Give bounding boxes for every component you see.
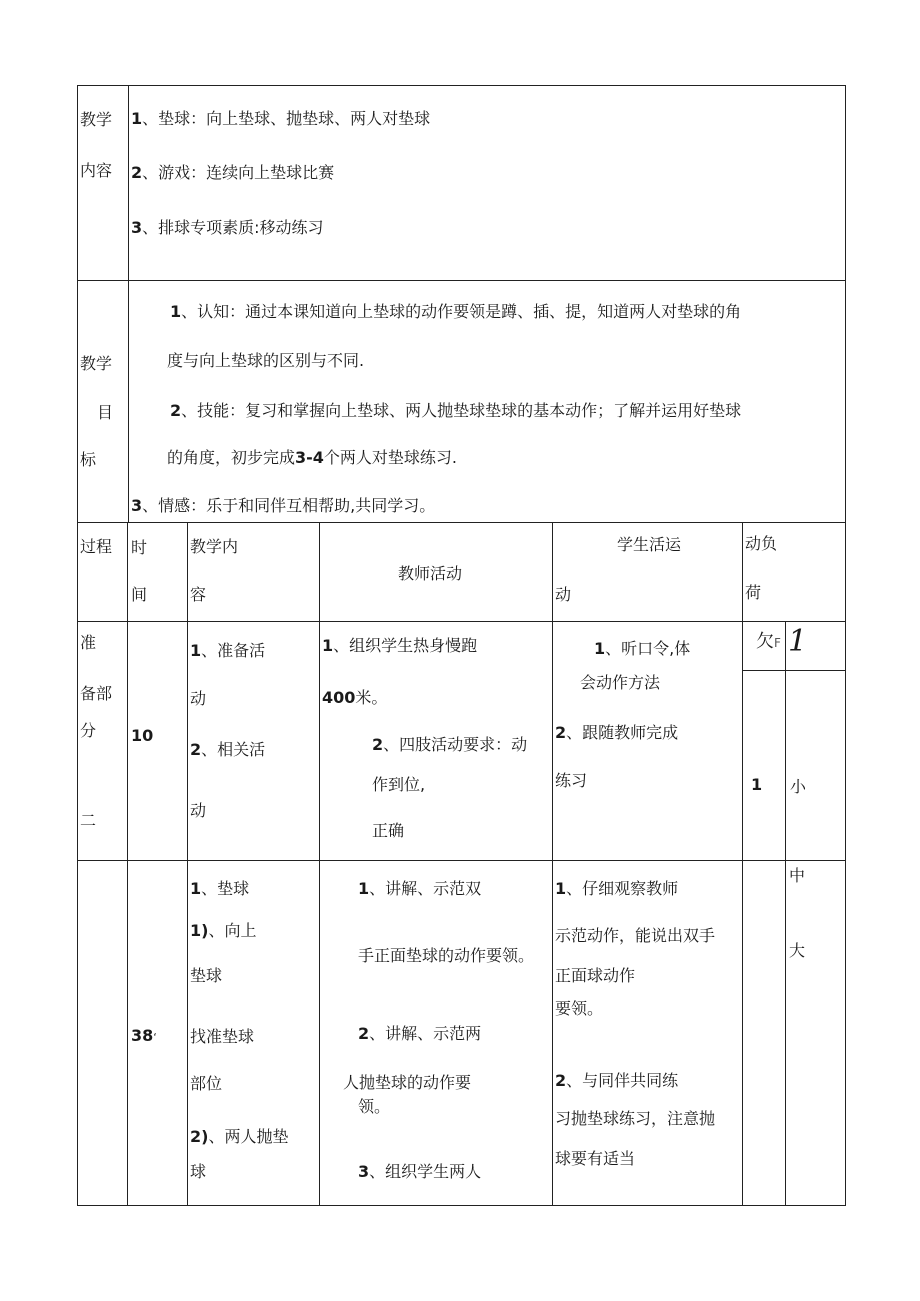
- grid-line: [77, 280, 846, 281]
- header-time-line1: 时: [131, 538, 148, 557]
- grid-line: [742, 522, 743, 1206]
- prep-teacher-line1: 1、组织学生热身慢跑: [322, 636, 478, 655]
- prep-process-line3: 分: [80, 721, 97, 740]
- goal-3: 3、情感：乐于和同伴互相帮助,共同学习。: [131, 496, 436, 515]
- basic-load-line1: 中: [789, 866, 806, 885]
- header-load-line1: 动负: [745, 534, 778, 553]
- prep-content-line2: 动: [190, 689, 207, 708]
- header-student-line2: 动: [555, 585, 572, 604]
- basic-teacher-line4: 人抛垫球的动作要: [343, 1073, 472, 1092]
- basic-student-line1: 1、仔细观察教师: [555, 879, 679, 898]
- prep-process-line2: 备部: [80, 684, 113, 703]
- goal-1-line2: 度与向上垫球的区别与不同.: [167, 351, 365, 370]
- prep-content-line4: 动: [190, 801, 207, 820]
- goals-label-line1: 教学: [80, 354, 113, 373]
- grid-line: [319, 522, 320, 1206]
- basic-student-line4: 要领。: [555, 999, 604, 1018]
- grid-line: [785, 621, 786, 1206]
- header-content-line2: 容: [190, 585, 207, 604]
- header-process: 过程: [80, 537, 113, 556]
- basic-content-line1: 1、垫球: [190, 879, 250, 898]
- prep-load-top-big: 1: [788, 624, 808, 659]
- header-content-line1: 教学内: [190, 537, 239, 556]
- goal-2-line2: 的角度，初步完成3-4个两人对垫球练习.: [167, 448, 458, 467]
- basic-content-line7: 球: [190, 1162, 207, 1181]
- basic-content-line6: 2)、两人抛垫: [190, 1127, 289, 1146]
- grid-line: [845, 85, 846, 1206]
- prep-content-line3: 2、相关活: [190, 740, 266, 759]
- basic-teacher-line3: 2、讲解、示范两: [358, 1024, 482, 1043]
- basic-time: 38‘: [131, 1026, 157, 1045]
- grid-line: [77, 1205, 846, 1206]
- header-time-line2: 间: [131, 585, 148, 604]
- prep-teacher-line4: 作到位,: [372, 775, 426, 794]
- basic-student-line5: 2、与同伴共同练: [555, 1071, 679, 1090]
- header-load-line2: 荷: [745, 583, 762, 602]
- content-item-3: 3、排球专项素质:移动练习: [131, 218, 324, 237]
- prep-student-line3: 2、跟随教师完成: [555, 723, 679, 742]
- grid-line: [187, 522, 188, 1206]
- basic-student-line7: 球要有适当: [555, 1149, 636, 1168]
- basic-teacher-line2: 手正面垫球的动作要领。: [358, 946, 535, 965]
- basic-load-line2: 大: [789, 941, 806, 960]
- header-teacher: 教师活动: [398, 564, 463, 583]
- grid-line: [77, 522, 846, 523]
- prep-student-line4: 练习: [555, 771, 588, 790]
- header-student-line1: 学生活运: [617, 535, 682, 554]
- prep-student-line2: 会动作方法: [580, 673, 661, 692]
- grid-line: [552, 522, 553, 1206]
- basic-student-line3: 正面球动作: [555, 966, 636, 985]
- content-label-line1: 教学: [80, 110, 113, 129]
- grid-line: [77, 621, 846, 622]
- basic-teacher-line6: 3、组织学生两人: [358, 1162, 482, 1181]
- grid-line: [127, 522, 128, 1206]
- prep-teacher-line2: 400米。: [322, 688, 388, 707]
- prep-process-line4: 二: [80, 811, 97, 830]
- basic-content-line4: 找准垫球: [190, 1027, 255, 1046]
- prep-load-top: 欠F: [756, 631, 781, 652]
- basic-teacher-line5: 领。: [358, 1097, 391, 1116]
- prep-student-line1: 1、听口令,体: [594, 639, 691, 658]
- basic-student-line2: 示范动作，能说出双手: [555, 926, 716, 945]
- goal-1-line1: 1、认知：通过本课知道向上垫球的动作要领是蹲、插、提，知道两人对垫球的角: [170, 302, 742, 321]
- prep-load-mid: 1: [751, 775, 763, 794]
- prep-process-line1: 准: [80, 633, 97, 652]
- content-label-line2: 内容: [80, 161, 113, 180]
- content-item-1: 1、垫球：向上垫球、抛垫球、两人对垫球: [131, 109, 431, 128]
- grid-line: [742, 670, 846, 671]
- grid-line: [77, 85, 78, 1206]
- prep-teacher-line3: 2、四肢活动要求：动: [372, 735, 528, 754]
- prep-content-line1: 1、准备活: [190, 641, 266, 660]
- grid-line: [77, 860, 846, 861]
- prep-teacher-line5: 正确: [372, 821, 405, 840]
- basic-content-line3: 垫球: [190, 966, 223, 985]
- goal-2-line1: 2、技能：复习和掌握向上垫球、两人抛垫球垫球的基本动作；了解并运用好垫球: [170, 401, 742, 420]
- basic-student-line6: 习抛垫球练习，注意抛: [555, 1109, 716, 1128]
- grid-line: [128, 85, 129, 522]
- prep-time: 10: [131, 726, 154, 745]
- prep-load-right: 小: [790, 777, 807, 796]
- grid-line: [77, 85, 846, 86]
- basic-content-line5: 部位: [190, 1074, 223, 1093]
- basic-content-line2: 1)、向上: [190, 921, 257, 940]
- goals-label-line3: 标: [80, 450, 97, 469]
- goals-label-line2: 目: [97, 403, 114, 422]
- content-item-2: 2、游戏：连续向上垫球比赛: [131, 163, 335, 182]
- basic-teacher-line1: 1、讲解、示范双: [358, 879, 482, 898]
